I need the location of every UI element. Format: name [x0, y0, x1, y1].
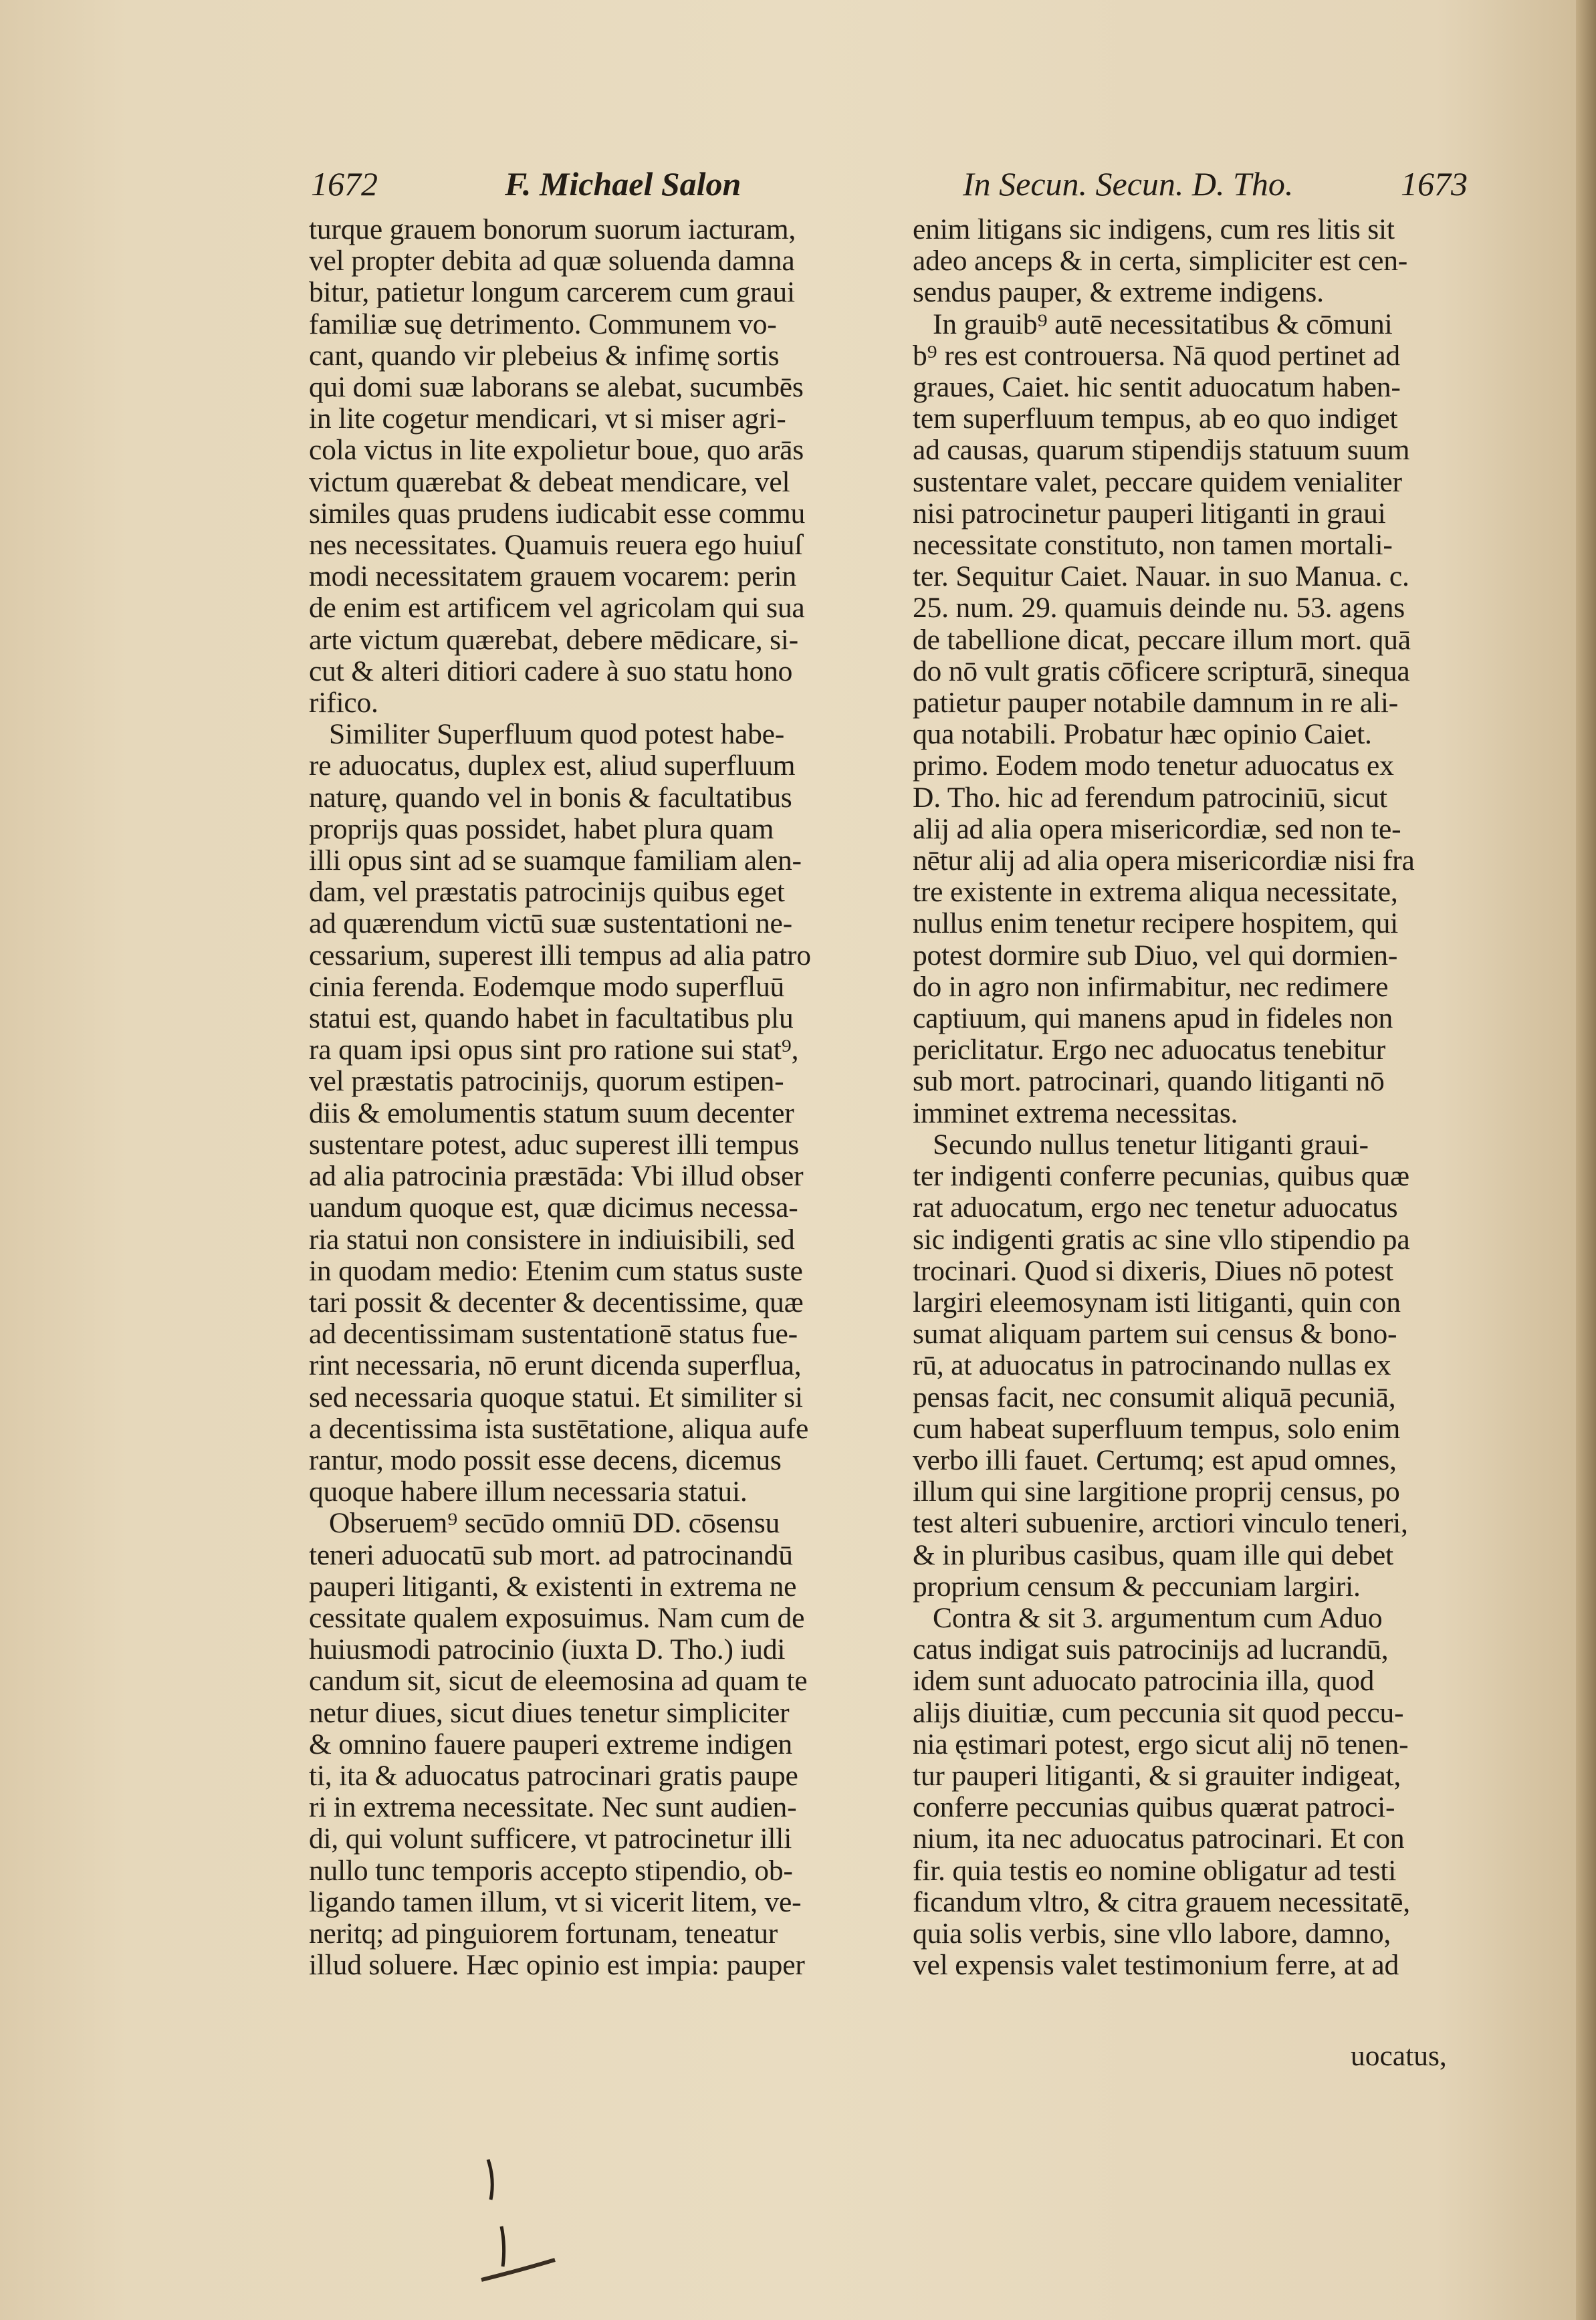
text-line: alijs diuitiæ, cum peccunia sit quod peccu-: [913, 1697, 1404, 1729]
text-line: graues, Caiet. hic sentit aduocatum haben-: [913, 372, 1401, 404]
text-line: cessitate qualem exposuimus. Nam cum de: [309, 1602, 805, 1634]
text-line: ficandum vltro, & citra grauem necessitatē,: [913, 1886, 1410, 1918]
text-line: Secundo nullus tenetur litiganti graui-: [933, 1129, 1369, 1161]
text-line: & omnino fauere pauperi extreme indigen: [309, 1728, 792, 1760]
text-line: nētur alij ad alia opera misericordiæ nisi fra: [913, 845, 1415, 877]
text-line: arte victum quærebat, debere mēdicare, si-: [309, 624, 798, 656]
text-line: candum sit, sicut de eleemosina ad quam te: [309, 1665, 808, 1698]
page-number-right: 1673: [1401, 165, 1468, 203]
catchword: uocatus,: [1351, 2040, 1447, 2072]
text-line: captiuum, qui manens apud in fideles non: [913, 1003, 1393, 1035]
text-line: verbo illi fauet. Certumq; est apud omnes,: [913, 1444, 1397, 1476]
text-line: trocinari. Quod si dixeris, Diues nō potest: [913, 1255, 1393, 1287]
text-line: vel expensis valet testimonium ferre, at ad: [913, 1950, 1399, 1982]
text-line: proprijs quas possidet, habet plura quam: [309, 813, 774, 845]
text-line: patietur pauper notabile damnum in re ali-: [913, 687, 1399, 719]
text-line: necessitate constituto, non tamen mortali-: [913, 530, 1393, 562]
text-line: cessarium, superest illi tempus ad alia patro: [309, 939, 811, 971]
text-line: diis & emolumentis statum suum decenter: [309, 1097, 794, 1129]
text-line: qua notabili. Probatur hæc opinio Caiet.: [913, 719, 1372, 751]
page-edge: [1576, 0, 1596, 2320]
text-line: cinia ferenda. Eodemque modo superfluū: [309, 971, 785, 1003]
text-line: nullus enim tenetur recipere hospitem, qui: [913, 908, 1399, 940]
text-line: uandum quoque est, quæ dicimus necessa-: [309, 1192, 798, 1224]
text-line: sendus pauper, & extreme indigens.: [913, 277, 1324, 309]
text-line: illud soluere. Hæc opinio est impia: pauper: [309, 1950, 805, 1982]
text-line: fir. quia testis eo nomine obligatur ad testi: [913, 1855, 1397, 1887]
text-line: rantur, modo possit esse decens, dicemus: [309, 1444, 782, 1476]
text-line: modi necessitatem grauem vocarem: perin: [309, 561, 797, 593]
text-line: statui est, quando habet in facultatibus plu: [309, 1003, 794, 1035]
text-line: periclitatur. Ergo nec aduocatus tenebitur: [913, 1034, 1386, 1066]
text-line: nium, ita nec aduocatus patrocinari. Et con: [913, 1823, 1405, 1855]
text-line: sed necessaria quoque statui. Et similiter si: [309, 1381, 803, 1413]
text-line: ri in extrema necessitate. Nec sunt audien-: [309, 1792, 797, 1824]
text-line: victum quærebat & debeat mendicare, vel: [309, 466, 790, 498]
text-line: sub mort. patrocinari, quando litiganti nō: [913, 1066, 1385, 1098]
text-line: di, qui volunt sufficere, vt patrocinetur illi: [309, 1823, 792, 1855]
text-line: qui domi suæ laborans se alebat, sucumbēs: [309, 372, 804, 404]
text-line: conferre peccunias quibus quærat patroci-: [913, 1792, 1395, 1824]
text-line: pauperi litiganti, & existenti in extrema ne: [309, 1571, 797, 1603]
text-line: tre existente in extrema aliqua necessitate,: [913, 877, 1398, 909]
text-line: test alteri subuenire, arctiori vinculo teneri,: [913, 1508, 1408, 1540]
text-line: in quodam medio: Etenim cum status suste: [309, 1255, 803, 1287]
text-line: nullo tunc temporis accepto stipendio, ob-: [309, 1855, 793, 1887]
text-line: D. Tho. hic ad ferendum patrociniū, sicut: [913, 782, 1387, 814]
page-number-left: 1672: [311, 165, 378, 203]
text-line: proprium censum & peccuniam largiri.: [913, 1571, 1361, 1603]
right-text-column: [913, 214, 1461, 1981]
text-line: Contra & sit 3. argumentum cum Aduo: [933, 1602, 1383, 1634]
text-line: de enim est artificem vel agricolam qui sua: [309, 592, 805, 624]
text-line: rifico.: [309, 687, 378, 719]
text-line: de tabellione dicat, peccare illum mort. quā: [913, 624, 1411, 656]
text-line: nia ęstimari potest, ergo sicut alij nō tenen-: [913, 1728, 1409, 1760]
text-line: In grauib⁹ autē necessitatibus & cōmuni: [933, 308, 1393, 340]
text-line: ti, ita & aduocatus patrocinari gratis paupe: [309, 1760, 798, 1792]
text-line: in lite cogetur mendicari, vt si miser agri-: [309, 403, 786, 435]
text-line: rat aduocatum, ergo nec tenetur aduocatus: [913, 1192, 1398, 1224]
text-line: idem sunt aduocato patrocinia illa, quod: [913, 1665, 1375, 1698]
text-line: ter. Sequitur Caiet. Nauar. in suo Manua. c.: [913, 561, 1409, 593]
text-line: tem superfluum tempus, ab eo quo indiget: [913, 403, 1398, 435]
text-line: illum qui sine largitione proprij census, po: [913, 1476, 1400, 1508]
text-line: ligando tamen illum, vt si vicerit litem, ve-: [309, 1886, 802, 1918]
text-line: potest dormire sub Diuo, vel qui dormien-: [913, 939, 1398, 971]
text-line: Similiter Superfluum quod potest habe-: [329, 719, 785, 751]
text-line: b⁹ res est controuersa. Nā quod pertinet ad: [913, 340, 1400, 372]
text-line: catus indigat suis patrocinijs ad lucrandū,: [913, 1634, 1389, 1666]
text-line: re aduocatus, duplex est, aliud superfluum: [309, 750, 796, 782]
text-line: ad decentissimam sustentationē status fue-: [309, 1318, 798, 1351]
running-head-left: F. Michael Salon: [505, 165, 742, 203]
text-line: a decentissima ista sustētatione, aliqua aufe: [309, 1413, 809, 1445]
left-text-column: [309, 214, 877, 1981]
text-line: neritq; ad pinguiorem fortunam, teneatur: [309, 1918, 778, 1950]
text-line: pensas facit, nec consumit aliquā pecuniā,: [913, 1381, 1396, 1413]
text-line: 25. num. 29. quamuis deinde nu. 53. agens: [913, 592, 1405, 624]
text-line: ra quam ipsi opus sint pro ratione sui stat⁹,: [309, 1034, 799, 1066]
text-line: imminet extrema necessitas.: [913, 1097, 1238, 1129]
text-line: tur pauperi litiganti, & si grauiter indigeat,: [913, 1760, 1401, 1792]
text-line: sumat aliquam partem sui census & bono-: [913, 1318, 1397, 1351]
text-line: ad causas, quarum stipendijs statuum suum: [913, 435, 1410, 467]
running-head-right: In Secun. Secun. D. Tho.: [963, 165, 1294, 203]
text-line: dam, vel præstatis patrocinijs quibus eget: [309, 877, 785, 909]
text-line: rū, at aduocatus in patrocinando nullas ex: [913, 1350, 1391, 1382]
text-line: do nō vult gratis cōficere scripturā, sinequa: [913, 655, 1410, 687]
text-line: ter indigenti conferre pecunias, quibus quæ: [913, 1161, 1409, 1193]
text-line: familiæ suę detrimento. Communem vo-: [309, 308, 777, 340]
text-line: similes quas prudens iudicabit esse commu: [309, 497, 806, 530]
text-line: sic indigenti gratis ac sine vllo stipendio pa: [913, 1224, 1410, 1256]
text-line: bitur, patietur longum carcerem cum graui: [309, 277, 795, 309]
text-line: netur diues, sicut diues tenetur simpliciter: [309, 1697, 790, 1729]
text-line: vel propter debita ad quæ soluenda damna: [309, 245, 795, 277]
text-line: tari possit & decenter & decentissime, quæ: [309, 1286, 804, 1318]
text-line: cum habeat superfluum tempus, solo enim: [913, 1413, 1401, 1445]
text-line: sustentare potest, aduc superest illi tempus: [309, 1129, 799, 1161]
text-line: Obseruem⁹ secūdo omniū DD. cōsensu: [329, 1508, 780, 1540]
text-line: quia solis verbis, sine vllo labore, damno,: [913, 1918, 1391, 1950]
text-line: cut & alteri ditiori cadere à suo statu hono: [309, 655, 793, 687]
text-line: turque grauem bonorum suorum iacturam,: [309, 214, 796, 245]
text-line: naturę, quando vel in bonis & facultatibus: [309, 782, 792, 814]
text-line: sustentare valet, peccare quidem venialiter: [913, 466, 1402, 498]
text-line: quoque habere illum necessaria statui.: [309, 1476, 748, 1508]
text-line: vel præstatis patrocinijs, quorum estipen-: [309, 1066, 784, 1098]
text-line: ad quærendum victū suæ sustentationi ne-: [309, 908, 792, 940]
text-line: enim litigans sic indigens, cum res litis sit: [913, 214, 1395, 245]
text-line: teneri aduocatū sub mort. ad patrocinandū: [309, 1539, 793, 1571]
text-line: primo. Eodem modo tenetur aduocatus ex: [913, 750, 1394, 782]
text-line: cant, quando vir plebeius & infimę sortis: [309, 340, 780, 372]
text-line: ad alia patrocinia præstāda: Vbi illud obser: [309, 1161, 804, 1193]
page-header: [311, 160, 1468, 207]
text-line: do in agro non infirmabitur, nec redimere: [913, 971, 1389, 1003]
text-line: adeo anceps & in certa, simpliciter est cen-: [913, 245, 1408, 277]
text-line: nes necessitates. Quamuis reuera ego huiuſ: [309, 530, 803, 562]
text-line: huiusmodi patrocinio (iuxta D. Tho.) iudi: [309, 1634, 786, 1666]
text-line: rint necessaria, nō erunt dicenda superflua,: [309, 1350, 802, 1382]
text-line: cola victus in lite expolietur boue, quo arās: [309, 435, 804, 467]
text-line: alij ad alia opera misericordiæ, sed non te-: [913, 813, 1401, 845]
ink-marks: [468, 2153, 575, 2287]
text-line: nisi patrocinetur pauperi litiganti in graui: [913, 497, 1386, 530]
text-line: & in pluribus casibus, quam ille qui debet: [913, 1539, 1393, 1571]
text-line: illi opus sint ad se suamque familiam alen-: [309, 845, 802, 877]
text-line: largiri eleemosynam isti litiganti, quin con: [913, 1286, 1401, 1318]
text-line: ria statui non consistere in indiuisibili, sed: [309, 1224, 795, 1256]
